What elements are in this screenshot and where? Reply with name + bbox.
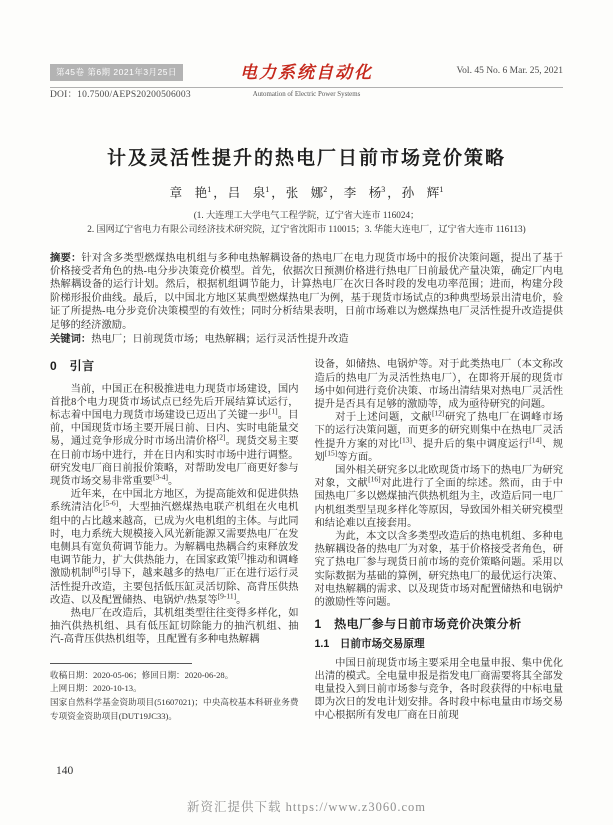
section-1-heading: 1 热电厂参与日前市场竞价决策分析	[314, 617, 522, 632]
footnote-block	[50, 663, 299, 724]
volume-info: Vol. 45 No. 6 Mar. 25, 2021	[456, 66, 563, 76]
section-1-1-heading: 1.1 日前市场交易原理	[314, 638, 425, 651]
footnote-line: 国家自然科学基金资助项目(51607021)；中央高校基本科研业务费专项资金资助项目(DUT19JC33)。	[50, 697, 299, 721]
footnote-rule	[50, 663, 192, 664]
author: 吕 泉$^1$	[227, 184, 270, 200]
body-paragraph: 设备，如储热、电锅炉等。对于此类热电厂（本文称改造后的热电厂为灵活性热电厂），在即将开展的现货市场中如何进行竞价决策、市场出清结果对热电厂灵活性提升是否具有足够的激励等，成为亟待研究的问题。	[314, 359, 563, 410]
abstract-block	[50, 252, 563, 332]
keywords-label: 关键词：	[50, 333, 92, 345]
footnote-line: 上网日期：2020-10-13。	[50, 683, 142, 694]
affiliations	[50, 208, 563, 237]
affiliation-line: (1. 大连理工大学电气工程学院，辽宁省大连市 116024；	[193, 210, 420, 220]
abstract-label: 摘要：	[50, 252, 82, 264]
page-header	[50, 62, 563, 104]
left-column	[50, 358, 299, 723]
author: 张 娜$^2$	[285, 184, 328, 200]
author-separator: ，	[213, 186, 226, 200]
page-number: 140	[56, 765, 74, 777]
author-affil-sup: 2	[323, 184, 328, 194]
two-column-body	[50, 358, 563, 723]
author: 孙 辉$^1$	[401, 184, 444, 200]
keywords-text: 热电厂；日前现货市场；电热解耦；运行灵活性提升改造	[91, 333, 349, 345]
body-paragraph: 对于上述问题，文献[12]研究了热电厂在调峰市场下的运行决策问题，而更多的研究则集中在热电厂灵活性提升方案的对比[13]、提升后的集中调度运行[14]、规划[15]等方面。	[314, 408, 564, 463]
body-paragraph: 当前，中国正在积极推进电力现货市场建设，国内首批8个电力现货市场试点已经先后开展结算试运行，标志着中国电力现货市场建设已迈出了关键一步[1]。目前，中国现货市场主要开展日前、日内、实时电能量交易，通过竞争形成分时市场出清价格[2]。现货交易主要在日前市场中进行，并在日内和实时市场中进行调整。研究发电厂商日前报价策略，对帮助发电厂商更好参与现货市场交易非常重要[3-4]。	[50, 383, 299, 487]
journal-name-en: Automation of Electric Power Systems	[246, 91, 368, 98]
article-title: 计及灵活性提升的热电厂日前市场竞价策略	[106, 148, 506, 169]
header-center	[50, 58, 563, 101]
affiliation-line: 2. 国网辽宁省电力有限公司经济技术研究院，辽宁省沈阳市 110015；3. 华能大连电厂，辽宁省大连市 116113)	[87, 224, 526, 235]
body-paragraph: 为此，本文以含多类型改造后的热电机组、多种电热解耦设备的热电厂为对象，基于价格接受者角色，研究了热电厂参与现货日前市场的竞价策略问题。采用以实际数据为基础的算例，研究热电厂的最优运行决策、对电热解耦的需求、以及现货市场对配置储热和电锅炉的激励性等问题。	[314, 530, 563, 608]
author-affil-sup: 1	[439, 184, 444, 194]
author-affil-sup: 1	[265, 184, 270, 194]
author: 李 杨$^3$	[343, 184, 386, 200]
authors-line	[50, 183, 563, 201]
author-affil-sup: 1	[207, 184, 212, 194]
author-affil-sup: 3	[381, 184, 386, 194]
section-0-heading: 0 引言	[50, 359, 95, 374]
author-separator: ，	[329, 186, 342, 200]
author-separator: ，	[387, 186, 400, 200]
abstract-text: 针对含多类型燃煤热电机组与多种电热解耦设备的热电厂在电力现货市场中的报价决策问题，提出了基于价格接受者角色的热-电分步决策竞价模型。首先，依据次日预测价格进行热电厂日前最优产量决策，确定厂内电热解耦设备的运行计划。然后，根据机组调节能力，计算热电厂在次日各时段的发电功率范围；进而，构建分段阶梯形报价曲线。最后，以中国北方地区某典型燃煤热电厂为例，基于现货市场试点的3种典型场景出清电价，验证了所提热-电分步竞价决策模型的有效性；同时分析结果表明，日前市场难以为燃煤热电厂灵活性提升改造提供足够的经济激励。	[50, 252, 564, 331]
author-separator: ，	[271, 186, 284, 200]
author: 章 艳$^1$	[169, 184, 212, 200]
keywords-block	[50, 333, 563, 346]
watermark-text: 新资汇提供下载 https://www.z3060.com	[187, 800, 426, 814]
right-column	[315, 358, 564, 723]
footnote-line: 收稿日期：2020-05-06；修回日期：2020-06-28。	[50, 669, 234, 680]
body-paragraph: 中国日前现货市场主要采用全电量申报、集中优化出清的模式。全电量申报是指发电厂商需要将其全部发电量投入到日前市场参与竞争，各时段获得的中标电量即为次日的发电计划安排。各时段中标电量由市场交易中心根据所有发电厂商在日前现	[314, 657, 563, 722]
doi-text: DOI：10.7500/AEPS20200506003	[50, 89, 191, 100]
issue-badge: 第45卷 第6期 2021年3月25日	[50, 64, 183, 81]
journal-logo: 电力系统自动化	[240, 63, 373, 82]
body-paragraph: 热电厂在改造后，其机组类型往往变得多样化，如抽汽供热机组、具有低压缸切除能力的抽汽机组、抽汽-高背压供热机组等，且配置有多种电热解耦	[50, 608, 299, 646]
body-paragraph: 国外相关研究多以北欧现货市场下的热电厂为研究对象，文献[16]对此进行了全面的综述。然而，由于中国热电厂多以燃煤抽汽供热机组为主，改造后同一电厂内机组类型呈现多样化等原因，导致国外相关研究模型和结论难以直接套用。	[314, 464, 564, 529]
body-paragraph: 近年来，在中国北方地区，为提高能效和促进供热系统清洁化[5-6]，大型抽汽燃煤热电联产机组在火电机组中的占比越来越高，已成为火电机组的主体。与此同时，电力系统大规模接入风光新能源又需要热电厂在发电侧具有宽负荷调节能力。为解耦电热耦合约束释放发电调节能力，扩大供热能力，在国家政策[7]推动和调峰激励机制[8]引导下，越来越多的热电厂正在进行运行灵活性提升改造，主要包括低压缸灵活切除、高背压供热改造、以及配置储热、电锅炉/热泵等[9-11]。	[50, 489, 299, 606]
